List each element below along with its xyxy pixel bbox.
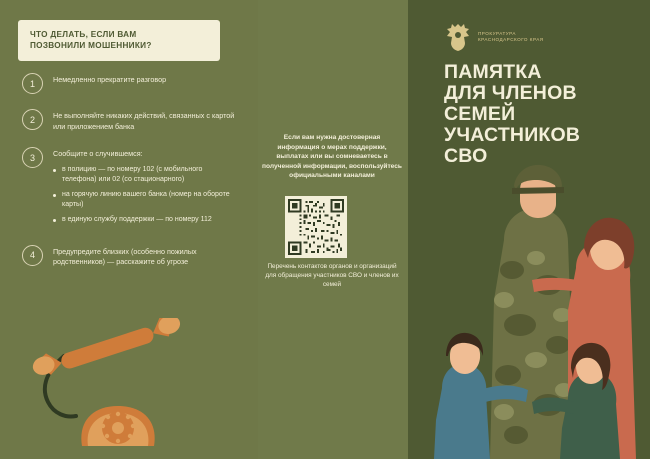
step-number: 2 <box>22 109 43 130</box>
crest-line-2: КРАСНОДАРСКОГО КРАЯ <box>478 37 544 42</box>
step-number: 1 <box>22 73 43 94</box>
family-embrace-illustration <box>408 150 650 459</box>
title-line-1: ПАМЯТКА <box>444 61 542 83</box>
title-line-5: СВО <box>444 145 488 167</box>
sublist-item: в единую службу поддержки — по номеру 112 <box>53 215 238 225</box>
step-number: 3 <box>22 147 43 168</box>
header-line-1: ЧТО ДЕЛАТЬ, ЕСЛИ ВАМ <box>30 30 137 39</box>
list-item <box>22 72 238 94</box>
header-banner <box>18 20 220 61</box>
qr-caption-text: Перечень контактов органов и организаций для обращения участников СВО и членов их семей <box>265 263 399 288</box>
title-line-3: СЕМЕЙ <box>444 103 516 125</box>
step-text: Сообщите о случившемся: <box>53 149 143 158</box>
step-sublist <box>53 165 238 225</box>
title-line-4: УЧАСТНИКОВ <box>444 124 581 146</box>
step-text: Не выполняйте никаких действий, связанных с картой или приложением банка <box>53 111 235 131</box>
list-item <box>22 146 238 230</box>
header-line-2: ПОЗВОНИЛИ МОШЕННИКИ? <box>30 41 152 50</box>
step-body <box>53 108 238 132</box>
sublist-item: на горячую линию вашего банка (номер на обороте карты) <box>53 190 238 210</box>
double-eagle-crest-icon <box>445 22 471 52</box>
step-text: Немедленно прекратите разговор <box>53 75 167 84</box>
qr-code[interactable] <box>285 196 347 258</box>
rotary-telephone-illustration <box>18 318 208 448</box>
list-item <box>22 244 238 268</box>
crest-line-1: ПРОКУРАТУРА <box>478 30 516 36</box>
step-body <box>53 72 166 94</box>
sublist-item: в полицию — по номеру 102 (с мобильного телефона) или 02 (со стационарного) <box>53 165 238 185</box>
list-item <box>22 108 238 132</box>
step-body <box>53 244 238 268</box>
step-number: 4 <box>22 245 43 266</box>
title-line-2: ДЛЯ ЧЛЕНОВ <box>444 82 577 104</box>
step-body <box>53 146 238 230</box>
prosecutor-emblem <box>445 22 544 52</box>
qr-intro-text: Если вам нужна достоверная информация о мерах поддержки, выплатах или вы сомневаетесь в полученной информации, воспользуйтесь официальными каналами <box>262 134 402 180</box>
steps-list <box>22 72 238 282</box>
qr-code-icon <box>288 199 344 255</box>
step-text: Предупредите близких (особенно пожилых родственников) — расскажите об угрозе <box>53 246 197 266</box>
